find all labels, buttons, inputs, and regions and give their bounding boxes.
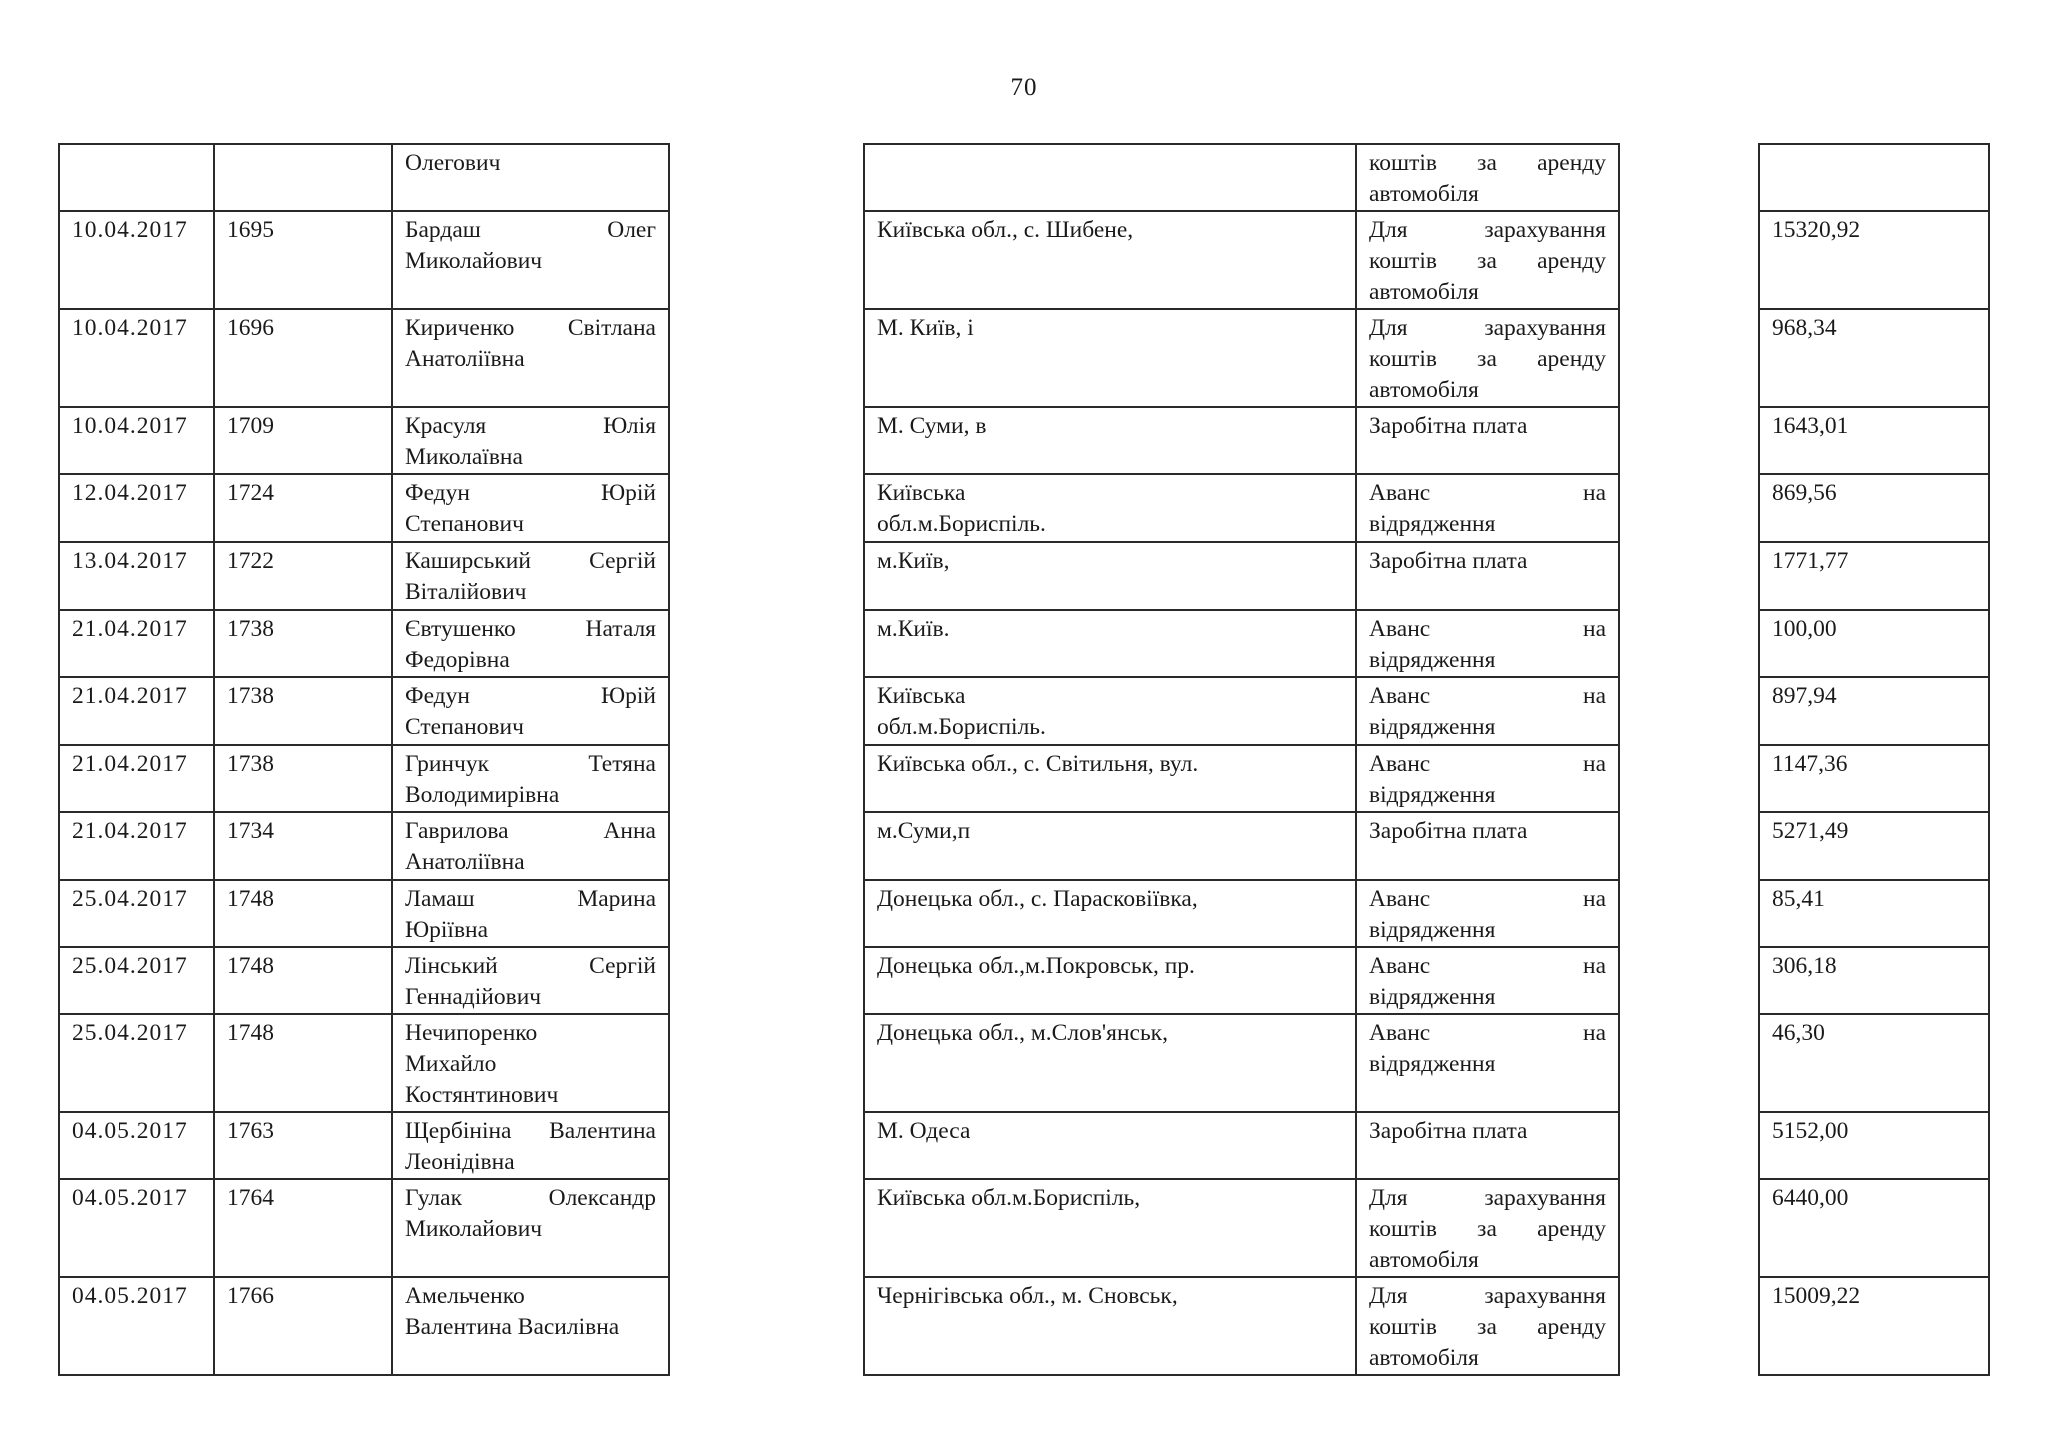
name-line: Валентина Василівна: [405, 1314, 620, 1340]
doc-number-cell: [214, 745, 392, 812]
address-line: м.Київ,: [877, 548, 950, 574]
name-cell: [392, 1112, 669, 1179]
purpose-cell: [1356, 1179, 1619, 1277]
purpose-cell: [1356, 880, 1619, 947]
name-line: Костянтинович: [405, 1082, 559, 1108]
address-line: Київська обл.м.Бориспіль,: [877, 1185, 1141, 1211]
address-line: обл.м.Бориспіль.: [877, 511, 1046, 537]
name-line: Федун Юрій: [405, 480, 656, 506]
name-line: Федун Юрій: [405, 683, 656, 709]
purpose-cell: [1356, 309, 1619, 407]
purpose-cell: [1356, 211, 1619, 309]
blank-cell: [1619, 677, 1759, 745]
blank-cell: [669, 677, 864, 745]
date-cell: [59, 677, 214, 745]
purpose-line: Аванс на: [1369, 683, 1606, 709]
table-row: [59, 542, 1989, 610]
name-line: Гулак Олександр: [405, 1185, 656, 1211]
purpose-cell: [1356, 1014, 1619, 1112]
address-line: Київська обл., с. Світильня, вул.: [877, 751, 1199, 777]
name-line: Михайло: [405, 1051, 497, 1077]
name-line: Гринчук Тетяна: [405, 751, 656, 777]
name-line: Кириченко Світлана: [405, 315, 656, 341]
purpose-line: Аванс на: [1369, 1020, 1606, 1046]
date-text: 25.04.2017: [72, 1020, 188, 1046]
doc-number-text: 1734: [227, 818, 274, 844]
table-row: [59, 677, 1989, 745]
amount-cell: [1759, 474, 1989, 542]
amount-text: 5152,00: [1772, 1118, 1849, 1144]
address-cell: [864, 144, 1356, 211]
purpose-line: відрядження: [1369, 984, 1496, 1010]
date-text: 21.04.2017: [72, 683, 188, 709]
date-cell: [59, 1014, 214, 1112]
page-number: 70: [1010, 74, 1038, 101]
doc-number-cell: [214, 947, 392, 1014]
amount-text: 968,34: [1772, 315, 1837, 341]
blank-cell: [669, 211, 864, 309]
doc-number-text: 1738: [227, 616, 274, 642]
purpose-cell: [1356, 947, 1619, 1014]
purpose-line: автомобіля: [1369, 279, 1479, 305]
date-text: 21.04.2017: [72, 616, 188, 642]
date-text: 10.04.2017: [72, 315, 188, 341]
doc-number-cell: [214, 1179, 392, 1277]
address-line: М. Одеса: [877, 1118, 971, 1144]
amount-cell: [1759, 812, 1989, 880]
name-cell: [392, 880, 669, 947]
amount-cell: [1759, 1277, 1989, 1375]
doc-number-text: 1738: [227, 683, 274, 709]
amount-text: 1771,77: [1772, 548, 1849, 574]
purpose-line: автомобіля: [1369, 1247, 1479, 1273]
doc-number-text: 1724: [227, 480, 274, 506]
doc-number-text: 1738: [227, 751, 274, 777]
name-cell: [392, 309, 669, 407]
table-row: [59, 1014, 1989, 1112]
date-text: 13.04.2017: [72, 548, 188, 574]
purpose-line: Для зарахування: [1369, 315, 1606, 341]
date-cell: [59, 144, 214, 211]
purpose-line: автомобіля: [1369, 1345, 1479, 1371]
doc-number-cell: [214, 880, 392, 947]
name-line: Євтушенко Наталя: [405, 616, 656, 642]
name-cell: [392, 1014, 669, 1112]
doc-number-cell: [214, 1277, 392, 1375]
doc-number-text: 1696: [227, 315, 274, 341]
blank-cell: [669, 144, 864, 211]
doc-number-cell: [214, 144, 392, 211]
address-cell: [864, 677, 1356, 745]
table-row: [59, 947, 1989, 1014]
blank-cell: [1619, 474, 1759, 542]
table-row: [59, 309, 1989, 407]
purpose-line: відрядження: [1369, 917, 1496, 943]
address-cell: [864, 1277, 1356, 1375]
amount-text: 85,41: [1772, 886, 1825, 912]
name-cell: [392, 1277, 669, 1375]
doc-number-cell: [214, 474, 392, 542]
date-text: 10.04.2017: [72, 217, 188, 243]
table-body: [59, 144, 1989, 1375]
amount-text: 869,56: [1772, 480, 1837, 506]
address-cell: [864, 880, 1356, 947]
name-line: Юріївна: [405, 917, 489, 943]
blank-cell: [669, 1014, 864, 1112]
name-line: Каширський Сергій: [405, 548, 656, 574]
purpose-line: Аванс на: [1369, 616, 1606, 642]
name-cell: [392, 745, 669, 812]
purpose-line: відрядження: [1369, 782, 1496, 808]
purpose-line: Заробітна плата: [1369, 413, 1528, 439]
blank-cell: [669, 309, 864, 407]
address-cell: [864, 211, 1356, 309]
doc-number-cell: [214, 211, 392, 309]
blank-cell: [669, 407, 864, 474]
amount-cell: [1759, 542, 1989, 610]
doc-number-text: 1695: [227, 217, 274, 243]
purpose-line: коштів за аренду: [1369, 248, 1606, 274]
name-line: Лінський Сергій: [405, 953, 656, 979]
address-line: Київська: [877, 480, 966, 506]
address-line: Донецька обл., м.Слов'янськ,: [877, 1020, 1168, 1046]
purpose-line: Заробітна плата: [1369, 818, 1528, 844]
table-row: [59, 610, 1989, 677]
name-line: Анатоліївна: [405, 346, 525, 372]
address-cell: [864, 1179, 1356, 1277]
doc-number-cell: [214, 542, 392, 610]
blank-cell: [669, 1277, 864, 1375]
date-cell: [59, 1277, 214, 1375]
purpose-line: відрядження: [1369, 1051, 1496, 1077]
blank-cell: [1619, 610, 1759, 677]
name-line: Віталійович: [405, 579, 527, 605]
blank-cell: [1619, 812, 1759, 880]
purpose-line: коштів за аренду: [1369, 1314, 1606, 1340]
date-cell: [59, 211, 214, 309]
blank-cell: [1619, 947, 1759, 1014]
table-row: [59, 211, 1989, 309]
purpose-line: Для зарахування: [1369, 1283, 1606, 1309]
name-cell: [392, 211, 669, 309]
date-text: 12.04.2017: [72, 480, 188, 506]
purpose-line: Заробітна плата: [1369, 548, 1528, 574]
purpose-line: відрядження: [1369, 511, 1496, 537]
amount-cell: [1759, 144, 1989, 211]
purpose-cell: [1356, 745, 1619, 812]
amount-cell: [1759, 880, 1989, 947]
amount-text: 6440,00: [1772, 1185, 1849, 1211]
address-line: м.Київ.: [877, 616, 950, 642]
name-line: Олегович: [405, 150, 501, 176]
blank-cell: [1619, 407, 1759, 474]
blank-cell: [1619, 880, 1759, 947]
table-row: [59, 745, 1989, 812]
amount-cell: [1759, 309, 1989, 407]
amount-cell: [1759, 1179, 1989, 1277]
doc-number-text: 1722: [227, 548, 274, 574]
date-text: 21.04.2017: [72, 818, 188, 844]
amount-cell: [1759, 677, 1989, 745]
amount-cell: [1759, 1112, 1989, 1179]
blank-cell: [1619, 1112, 1759, 1179]
date-cell: [59, 542, 214, 610]
doc-number-text: 1748: [227, 1020, 274, 1046]
purpose-line: Для зарахування: [1369, 217, 1606, 243]
purpose-line: автомобіля: [1369, 377, 1479, 403]
blank-cell: [669, 812, 864, 880]
table-row: [59, 880, 1989, 947]
purpose-line: Для зарахування: [1369, 1185, 1606, 1211]
date-cell: [59, 947, 214, 1014]
date-text: 25.04.2017: [72, 886, 188, 912]
amount-text: 1643,01: [1772, 413, 1849, 439]
blank-cell: [669, 745, 864, 812]
doc-number-text: 1709: [227, 413, 274, 439]
name-line: Миколайович: [405, 1216, 543, 1242]
name-line: Володимирівна: [405, 782, 560, 808]
name-line: Щербініна Валентина: [405, 1118, 656, 1144]
purpose-cell: [1356, 677, 1619, 745]
amount-text: 15009,22: [1772, 1283, 1861, 1309]
name-line: Геннадійович: [405, 984, 542, 1010]
date-text: 10.04.2017: [72, 413, 188, 439]
purpose-line: Аванс на: [1369, 751, 1606, 777]
address-line: М. Київ, і: [877, 315, 974, 341]
address-line: Донецька обл., с. Парасковіївка,: [877, 886, 1198, 912]
date-cell: [59, 407, 214, 474]
doc-number-cell: [214, 309, 392, 407]
blank-cell: [1619, 1179, 1759, 1277]
name-line: Миколайович: [405, 248, 543, 274]
doc-number-cell: [214, 610, 392, 677]
amount-text: 46,30: [1772, 1020, 1825, 1046]
doc-number-cell: [214, 1112, 392, 1179]
amount-cell: [1759, 610, 1989, 677]
purpose-line: коштів за аренду: [1369, 150, 1606, 176]
name-line: Ламаш Марина: [405, 886, 656, 912]
amount-text: 15320,92: [1772, 217, 1861, 243]
blank-cell: [669, 474, 864, 542]
name-cell: [392, 677, 669, 745]
doc-number-text: 1766: [227, 1283, 274, 1309]
address-line: Чернігівська обл., м. Сновськ,: [877, 1283, 1178, 1309]
purpose-cell: [1356, 474, 1619, 542]
name-line: Степанович: [405, 511, 524, 537]
payments-table: [58, 143, 1990, 1376]
address-cell: [864, 812, 1356, 880]
name-line: Красуля Юлія: [405, 413, 656, 439]
name-line: Бардаш Олег: [405, 217, 656, 243]
address-cell: [864, 1112, 1356, 1179]
blank-cell: [1619, 144, 1759, 211]
date-cell: [59, 745, 214, 812]
doc-number-cell: [214, 1014, 392, 1112]
purpose-cell: [1356, 144, 1619, 211]
date-text: 21.04.2017: [72, 751, 188, 777]
blank-cell: [669, 880, 864, 947]
purpose-cell: [1356, 1277, 1619, 1375]
address-line: м.Суми,п: [877, 818, 971, 844]
name-cell: [392, 542, 669, 610]
name-cell: [392, 812, 669, 880]
date-cell: [59, 880, 214, 947]
table-row: [59, 1277, 1989, 1375]
name-line: Амельченко: [405, 1283, 525, 1309]
blank-cell: [1619, 1014, 1759, 1112]
blank-cell: [669, 947, 864, 1014]
name-cell: [392, 474, 669, 542]
table-row: [59, 812, 1989, 880]
table-row: [59, 474, 1989, 542]
name-line: Федорівна: [405, 647, 510, 673]
date-cell: [59, 309, 214, 407]
purpose-cell: [1356, 812, 1619, 880]
name-cell: [392, 1179, 669, 1277]
purpose-line: коштів за аренду: [1369, 1216, 1606, 1242]
date-text: 25.04.2017: [72, 953, 188, 979]
purpose-line: Аванс на: [1369, 886, 1606, 912]
address-line: Київська: [877, 683, 966, 709]
address-cell: [864, 1014, 1356, 1112]
purpose-cell: [1356, 407, 1619, 474]
address-cell: [864, 474, 1356, 542]
date-cell: [59, 812, 214, 880]
purpose-cell: [1356, 542, 1619, 610]
name-line: Миколаївна: [405, 444, 523, 470]
name-cell: [392, 610, 669, 677]
doc-number-cell: [214, 407, 392, 474]
purpose-line: автомобіля: [1369, 181, 1479, 207]
date-text: 04.05.2017: [72, 1283, 188, 1309]
amount-text: 100,00: [1772, 616, 1837, 642]
purpose-line: Аванс на: [1369, 953, 1606, 979]
doc-number-text: 1764: [227, 1185, 274, 1211]
amount-text: 897,94: [1772, 683, 1837, 709]
date-cell: [59, 610, 214, 677]
amount-text: 5271,49: [1772, 818, 1849, 844]
table-row: [59, 1112, 1989, 1179]
name-line: Степанович: [405, 714, 524, 740]
purpose-cell: [1356, 610, 1619, 677]
address-cell: [864, 542, 1356, 610]
blank-cell: [669, 610, 864, 677]
blank-cell: [669, 1112, 864, 1179]
purpose-line: відрядження: [1369, 647, 1496, 673]
amount-text: 306,18: [1772, 953, 1837, 979]
blank-cell: [1619, 745, 1759, 812]
name-line: Нечипоренко: [405, 1020, 538, 1046]
purpose-line: Заробітна плата: [1369, 1118, 1528, 1144]
date-cell: [59, 1179, 214, 1277]
address-line: Донецька обл.,м.Покровськ, пр.: [877, 953, 1195, 979]
blank-cell: [1619, 309, 1759, 407]
doc-number-text: 1748: [227, 953, 274, 979]
table-row: [59, 1179, 1989, 1277]
address-cell: [864, 309, 1356, 407]
amount-text: 1147,36: [1772, 751, 1848, 777]
amount-cell: [1759, 407, 1989, 474]
purpose-cell: [1356, 1112, 1619, 1179]
blank-cell: [1619, 1277, 1759, 1375]
doc-number-text: 1763: [227, 1118, 274, 1144]
doc-number-cell: [214, 812, 392, 880]
amount-cell: [1759, 211, 1989, 309]
address-cell: [864, 745, 1356, 812]
blank-cell: [1619, 211, 1759, 309]
table-row: [59, 407, 1989, 474]
name-cell: [392, 947, 669, 1014]
amount-cell: [1759, 1014, 1989, 1112]
address-cell: [864, 407, 1356, 474]
name-cell: [392, 407, 669, 474]
blank-cell: [669, 542, 864, 610]
purpose-line: коштів за аренду: [1369, 346, 1606, 372]
address-line: Київська обл., с. Шибене,: [877, 217, 1134, 243]
address-cell: [864, 947, 1356, 1014]
table-row: [59, 144, 1989, 211]
name-line: Леонідівна: [405, 1149, 515, 1175]
address-line: М. Суми, в: [877, 413, 987, 439]
address-line: обл.м.Бориспіль.: [877, 714, 1046, 740]
doc-number-text: 1748: [227, 886, 274, 912]
amount-cell: [1759, 947, 1989, 1014]
name-line: Анатоліївна: [405, 849, 525, 875]
name-cell: [392, 144, 669, 211]
name-line: Гаврилова Анна: [405, 818, 656, 844]
date-text: 04.05.2017: [72, 1118, 188, 1144]
blank-cell: [1619, 542, 1759, 610]
date-text: 04.05.2017: [72, 1185, 188, 1211]
date-cell: [59, 1112, 214, 1179]
blank-cell: [669, 1179, 864, 1277]
date-cell: [59, 474, 214, 542]
purpose-line: Аванс на: [1369, 480, 1606, 506]
address-cell: [864, 610, 1356, 677]
doc-number-cell: [214, 677, 392, 745]
amount-cell: [1759, 745, 1989, 812]
purpose-line: відрядження: [1369, 714, 1496, 740]
